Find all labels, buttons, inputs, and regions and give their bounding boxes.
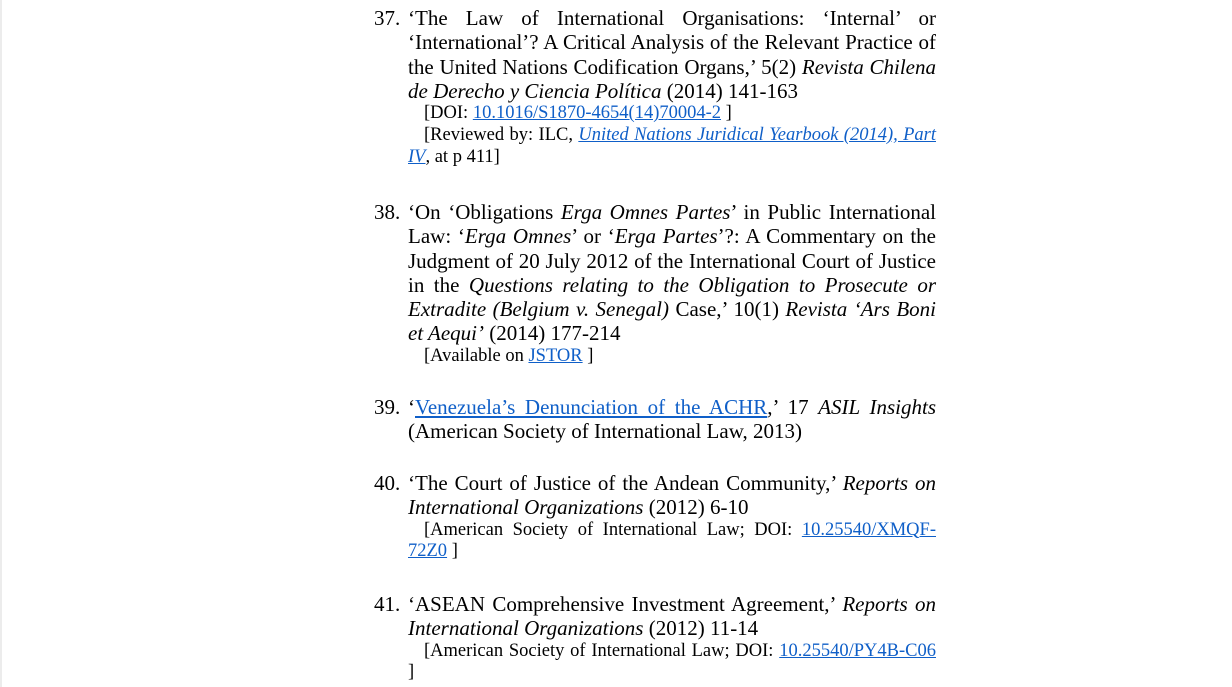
text-run: [Available on <box>424 345 529 366</box>
reference-entry <box>374 471 936 563</box>
italic-text-run: Reports on International Organizations <box>408 592 937 641</box>
text-run: ,’ 17 <box>767 395 819 419</box>
text-run: [DOI: <box>424 103 473 124</box>
hyperlink[interactable]: Venezuela’s Denunciation of the ACHR <box>415 395 768 419</box>
text-run: ’?: A Commentary on the Judgment of 20 July 2012 of the International Court of Justice in the <box>408 224 936 297</box>
italic-text-run: Reports on International Organizations <box>408 471 936 520</box>
text-run: ‘The Law of International Organisations: ‘Internal’ or ‘International’? A Critical Analysis of the Relevant Practice of the United Nations Codification Organs,’ 5(2) <box>408 6 936 79</box>
citation-text <box>408 6 936 103</box>
text-run: ‘On ‘Obligations <box>408 200 561 224</box>
text-run: ’ or ‘ <box>571 224 615 249</box>
italic-text-run: Revista Chilena de Derecho y Ciencia Política <box>408 54 937 103</box>
text-run: ] <box>447 541 458 562</box>
citation-note <box>408 103 936 125</box>
entry-body <box>408 6 936 168</box>
text-run: (2014) 177-214 <box>484 321 621 346</box>
reference-entry <box>374 592 936 684</box>
citation-text <box>408 200 936 346</box>
italic-text-run: ASIL Insights <box>818 395 936 419</box>
italic-text-run: Erga Partes <box>614 224 718 249</box>
italic-text-run: Erga Omnes Partes <box>560 200 731 224</box>
citation-note <box>408 641 936 684</box>
hyperlink[interactable]: United Nations Juridical Yearbook (2014), Part IV <box>408 124 936 167</box>
hyperlink[interactable]: 10.25540/XMQF-72Z0 <box>408 519 936 562</box>
entry-number: 40. <box>374 471 401 495</box>
citation-note <box>408 346 936 368</box>
entry-number: 39. <box>374 395 401 419</box>
text-run: , at p 411] <box>425 146 500 167</box>
citation-text <box>408 592 936 641</box>
entry-number: 37. <box>374 6 401 30</box>
italic-text-run: Questions relating to the Obligation to Prosecute or Extradite (Belgium v. Senegal) <box>408 272 936 322</box>
entry-body <box>408 471 936 563</box>
italic-text-run: Revista ‘Ars Boni et Aequi’ <box>408 297 936 346</box>
entry-body <box>408 592 936 684</box>
text-run: (American Society of International Law, 2013) <box>408 419 802 444</box>
text-run: ] <box>721 103 732 124</box>
entry-number: 41. <box>374 592 401 616</box>
reference-entry <box>374 395 936 444</box>
text-run: (2012) 6-10 <box>643 495 749 520</box>
entry-number: 38. <box>374 200 401 224</box>
text-run: ] <box>582 345 594 366</box>
entry-body <box>408 200 936 367</box>
text-run: Case,’ 10(1) <box>669 297 786 322</box>
hyperlink[interactable]: 10.1016/S1870-4654(14)70004-2 <box>472 103 722 124</box>
text-run: ‘ <box>408 395 415 419</box>
text-run: ’ in Public International Law: ‘ <box>408 200 936 249</box>
citation-note <box>408 520 936 563</box>
hyperlink[interactable]: JSTOR <box>528 345 583 366</box>
text-run: ‘ASEAN Comprehensive Investment Agreement,’ <box>408 592 843 616</box>
text-run: ] <box>408 662 415 683</box>
text-run: [American Society of International Law; DOI: <box>424 640 780 661</box>
citation-text <box>408 395 936 444</box>
text-run: [Reviewed by: ILC, <box>424 124 579 145</box>
reference-entry <box>374 200 936 367</box>
text-run: (2014) 141-163 <box>661 78 798 103</box>
citation-note <box>408 125 936 168</box>
text-run: ‘The Court of Justice of the Andean Community,’ <box>408 471 843 495</box>
hyperlink[interactable]: 10.25540/PY4B-C06 <box>779 640 936 661</box>
italic-text-run: Erga Omnes <box>464 224 572 249</box>
entry-body <box>408 395 936 444</box>
text-run: (2012) 11-14 <box>643 616 759 641</box>
text-run: [American Society of International Law; DOI: <box>424 519 802 540</box>
reference-entry <box>374 6 936 168</box>
citation-text <box>408 471 936 520</box>
